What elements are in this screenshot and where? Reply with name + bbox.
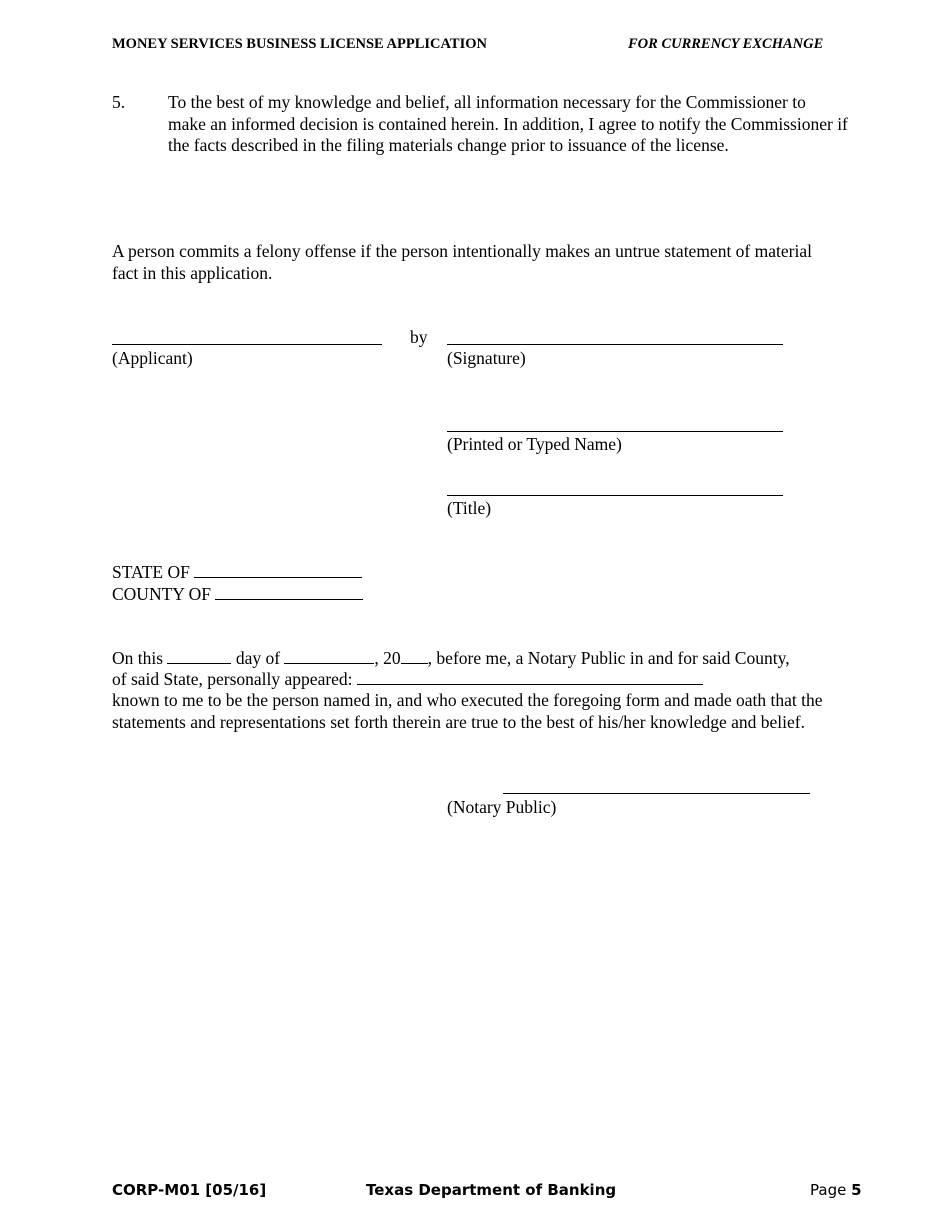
- applicant-label: (Applicant): [112, 348, 193, 368]
- signature-line[interactable]: [447, 344, 783, 345]
- day-of-label: day of: [235, 648, 281, 668]
- footer-page-prefix: Page: [810, 1181, 847, 1199]
- item-number: 5.: [112, 92, 126, 112]
- footer-form-id: CORP-M01 [05/16]: [112, 1181, 267, 1199]
- notary-line-1-rest: , before me, a Notary Public in and for said County,: [427, 648, 790, 668]
- item-text: To the best of my knowledge and belief, all information necessary for the Commissioner to make an informed decision is contained herein. In addition, I agree to notify the Commissioner if the facts described in the filing materials change prior to issuance of the license.: [168, 92, 848, 155]
- felony-notice: A person commits a felony offense if the person intentionally makes an untrue statement of material fact in this application.: [112, 241, 812, 283]
- appeared-blank[interactable]: [357, 684, 703, 685]
- signature-label: (Signature): [447, 348, 526, 368]
- appeared-label: of said State, personally appeared:: [112, 669, 353, 689]
- year-blank[interactable]: [401, 663, 428, 664]
- notary-line-1: [112, 648, 790, 670]
- state-of-field: [112, 562, 362, 584]
- printed-name-label: (Printed or Typed Name): [447, 434, 622, 454]
- header-subtitle: FOR CURRENCY EXCHANGE: [628, 36, 824, 52]
- day-blank[interactable]: [167, 663, 231, 664]
- county-of-label: COUNTY OF: [112, 584, 212, 604]
- applicant-signature-line[interactable]: [112, 344, 382, 345]
- county-blank[interactable]: [215, 599, 363, 600]
- header-title: MONEY SERVICES BUSINESS LICENSE APPLICATION: [112, 36, 487, 52]
- county-of-field: [112, 584, 363, 606]
- title-label: (Title): [447, 498, 492, 518]
- state-blank[interactable]: [194, 577, 362, 578]
- title-line[interactable]: [447, 495, 783, 496]
- notary-signature-line[interactable]: [503, 793, 810, 794]
- on-this-label: On this: [112, 648, 164, 668]
- notary-body: known to me to be the person named in, and who executed the foregoing form and made oath that the statements and representations set forth therein are true to the best of his/her knowledge and belief.: [112, 690, 823, 732]
- by-label: by: [410, 327, 428, 347]
- footer-page: [810, 1181, 862, 1199]
- footer-agency: Texas Department of Banking: [366, 1181, 617, 1199]
- notary-public-label: (Notary Public): [447, 797, 557, 817]
- year-prefix: , 20: [374, 648, 401, 668]
- month-blank[interactable]: [284, 663, 374, 664]
- notary-line-2: [112, 669, 703, 691]
- printed-name-line[interactable]: [447, 431, 783, 432]
- state-of-label: STATE OF: [112, 562, 190, 582]
- footer-page-number: 5: [851, 1181, 862, 1199]
